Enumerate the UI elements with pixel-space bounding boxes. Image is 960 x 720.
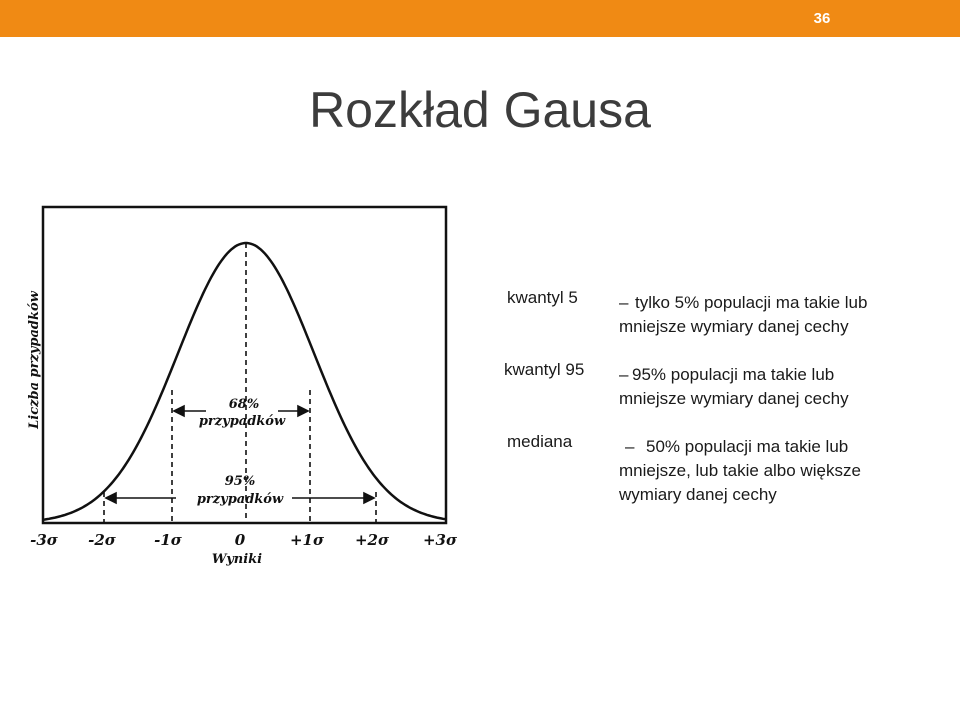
band-68-arrowhead-left [174,406,184,416]
notes-block [504,288,867,504]
note-line-kwantyl-5-2: mniejsze wymiary danej cechy [619,317,849,336]
note-term-kwantyl-5: kwantyl 5 [507,288,578,307]
slide-number: 36 [813,10,831,27]
note-line-mediana-1: 50% populacji ma takie lub [646,437,849,456]
band-68-label: przypadków [198,414,286,429]
note-term-kwantyl-95: kwantyl 95 [504,360,585,379]
note-line-kwantyl-5-1: tylko 5% populacji ma takie lub [635,293,868,312]
note-dash-kwantyl-95: – [619,365,629,384]
y-axis-label: Liczba przypadków [27,291,42,429]
tick-label-minus-2-sigma: -2σ [88,531,116,549]
tick-label-plus-2-sigma: +2σ [354,531,390,549]
x-axis-label: Wyniki [211,552,263,567]
tick-label-zero: 0 [234,531,246,549]
tick-label-plus-1-sigma: +1σ [289,531,325,549]
note-dash-mediana: – [625,437,635,456]
band-95-percent: 95% [224,474,256,489]
band-68-percent: 68% [228,397,260,412]
band-95-arrowhead-left [106,493,116,503]
note-dash-kwantyl-5: – [619,293,629,312]
note-line-kwantyl-95-1: 95% populacji ma takie lub [632,365,835,384]
band-68-arrowhead-right [298,406,308,416]
slide-title: Rozkład Gausa [309,82,651,138]
tick-label-minus-3-sigma: -3σ [30,531,58,549]
note-line-kwantyl-95-2: mniejsze wymiary danej cechy [619,389,849,408]
tick-label-minus-1-sigma: -1σ [154,531,182,549]
note-term-mediana: mediana [507,432,573,451]
band-95-arrowhead-right [364,493,374,503]
tick-label-plus-3-sigma: +3σ [422,531,458,549]
note-line-mediana-2: mniejsze, lub takie albo większe [619,461,861,480]
band-95-label: przypadków [196,492,284,507]
note-line-mediana-3: wymiary danej cechy [619,485,777,504]
